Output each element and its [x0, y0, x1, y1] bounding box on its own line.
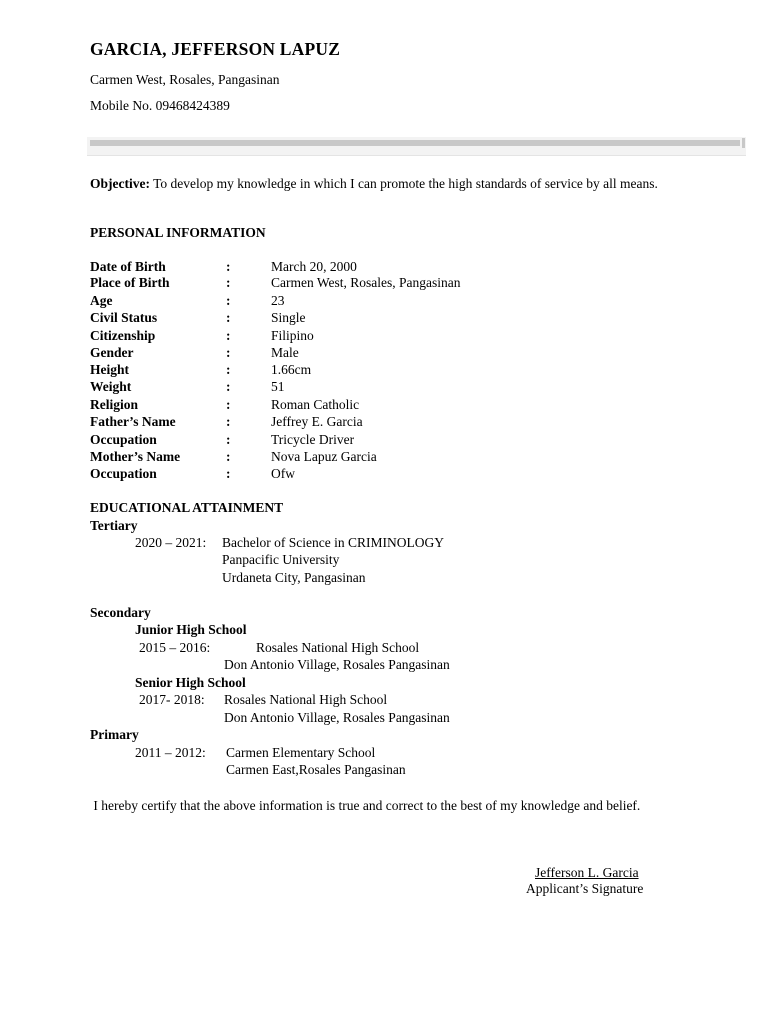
- junior-high-years: 2015 – 2016:: [139, 640, 211, 655]
- info-separator: :: [226, 293, 231, 308]
- info-value: 23: [271, 293, 285, 308]
- info-separator: :: [226, 397, 231, 412]
- info-value: Single: [271, 310, 306, 325]
- header-divider-edge: [742, 138, 745, 148]
- junior-high-school: Rosales National High School: [256, 640, 420, 655]
- education-heading: EDUCATIONAL ATTAINMENT: [90, 500, 284, 515]
- primary-location: Carmen East,Rosales Pangasinan: [226, 762, 406, 777]
- senior-high-school: Rosales National High School: [224, 692, 388, 707]
- primary-years: 2011 – 2012:: [135, 745, 206, 760]
- info-label: Occupation: [90, 432, 157, 447]
- info-value: Jeffrey E. Garcia: [271, 414, 363, 429]
- senior-high-years: 2017- 2018:: [139, 692, 205, 707]
- objective-text: To develop my knowledge in which I can promote the high standards of service by all means.: [149, 176, 658, 191]
- info-value: Filipino: [271, 328, 314, 343]
- info-label: Father’s Name: [90, 414, 176, 429]
- tertiary-label: Tertiary: [90, 518, 138, 533]
- tertiary-location: Urdaneta City, Pangasinan: [222, 570, 366, 585]
- header-divider-bar: [90, 140, 740, 146]
- info-label: Citizenship: [90, 328, 156, 343]
- applicant-name: GARCIA, JEFFERSON LAPUZ: [90, 39, 341, 59]
- senior-high-location: Don Antonio Village, Rosales Pangasinan: [224, 710, 450, 725]
- info-value: March 20, 2000: [271, 259, 357, 274]
- info-label: Civil Status: [90, 310, 158, 325]
- objective-paragraph: [90, 175, 680, 192]
- info-label: Religion: [90, 397, 139, 412]
- info-label: Height: [90, 362, 129, 377]
- certification-statement: [90, 797, 680, 814]
- senior-high-label: Senior High School: [135, 675, 246, 690]
- info-separator: :: [226, 466, 231, 481]
- info-value: Nova Lapuz Garcia: [271, 449, 377, 464]
- primary-label: Primary: [90, 727, 139, 742]
- info-separator: :: [226, 345, 231, 360]
- primary-school: Carmen Elementary School: [226, 745, 376, 760]
- info-label: Mother’s Name: [90, 449, 181, 464]
- tertiary-years: 2020 – 2021:: [135, 535, 207, 550]
- info-separator: :: [226, 449, 231, 464]
- info-label: Gender: [90, 345, 134, 360]
- info-value: Ofw: [271, 466, 295, 481]
- certification-text: I hereby certify that the above information is true and correct to the best of my knowledge and belief.: [93, 798, 641, 813]
- signature-caption: Applicant’s Signature: [526, 881, 644, 896]
- info-separator: :: [226, 414, 231, 429]
- info-value: Tricycle Driver: [271, 432, 355, 447]
- info-label: Place of Birth: [90, 275, 170, 290]
- info-separator: :: [226, 379, 231, 394]
- info-value: Male: [271, 345, 299, 360]
- address: Carmen West, Rosales, Pangasinan: [90, 72, 280, 87]
- personal-info-heading: PERSONAL INFORMATION: [90, 225, 266, 240]
- tertiary-degree: Bachelor of Science in CRIMINOLOGY: [222, 535, 444, 550]
- info-value: 51: [271, 379, 285, 394]
- info-label: Date of Birth: [90, 259, 166, 274]
- info-value: 1.66cm: [271, 362, 312, 377]
- info-label: Age: [90, 293, 113, 308]
- info-label: Occupation: [90, 466, 157, 481]
- objective-label: Objective:: [90, 176, 150, 191]
- info-separator: :: [226, 259, 231, 274]
- secondary-label: Secondary: [90, 605, 151, 620]
- info-separator: :: [226, 328, 231, 343]
- info-separator: :: [226, 275, 231, 290]
- info-separator: :: [226, 362, 231, 377]
- mobile-number: Mobile No. 09468424389: [90, 98, 230, 113]
- info-value: Carmen West, Rosales, Pangasinan: [271, 275, 461, 290]
- tertiary-school: Panpacific University: [222, 552, 340, 567]
- junior-high-location: Don Antonio Village, Rosales Pangasinan: [224, 657, 450, 672]
- info-separator: :: [226, 432, 231, 447]
- info-separator: :: [226, 310, 231, 325]
- junior-high-label: Junior High School: [135, 622, 247, 637]
- info-label: Weight: [90, 379, 132, 394]
- info-value: Roman Catholic: [271, 397, 360, 412]
- signature-name: Jefferson L. Garcia: [535, 865, 639, 880]
- header-divider: [87, 137, 746, 156]
